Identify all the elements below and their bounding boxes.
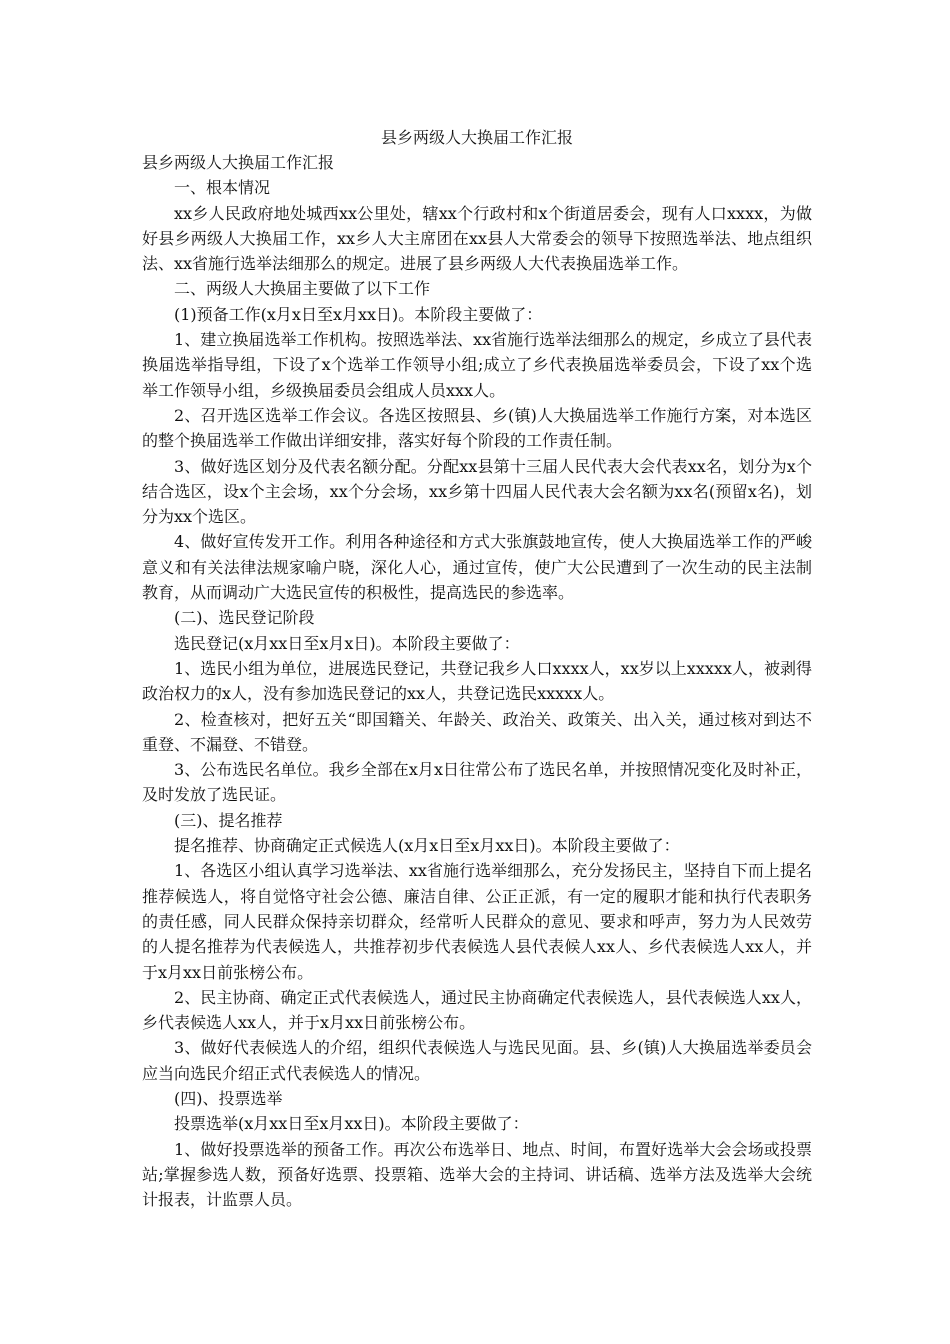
paragraph: 2、召开选区选举工作会议。各选区按照县、乡(镇)人大换届选举工作施行方案，对本选区的整个换届选举工作做出详细安排，落实好每个阶段的工作责任制。 bbox=[142, 405, 812, 451]
document-title: 县乡两级人大换届工作汇报 bbox=[380, 128, 573, 147]
paragraph: 2、检查核对，把好五关“即国籍关、年龄关、政治关、政策关、出入关，通过核对到达不重登、不漏登、不错登。 bbox=[142, 709, 812, 754]
paragraph: 1、做好投票选举的预备工作。再次公布选举日、地点、时间，布置好选举大会会场或投票站;掌握参选人数，预备好选票、投票箱、选举大会的主持词、讲话稿、选举方法及选举大会统计报表，计监票人员。 bbox=[142, 1139, 812, 1210]
paragraph: 2、民主协商、确定正式代表候选人，通过民主协商确定代表候选人，县代表候选人xx人，乡代表候选人xx人，并于x月xx日前张榜公布。 bbox=[142, 987, 812, 1033]
paragraph: 3、做好代表候选人的介绍，组织代表候选人与选民见面。县、乡(镇)人大换届选举委员会应当向选民介绍正式代表候选人的情况。 bbox=[142, 1038, 812, 1083]
paragraph: 4、做好宣传发开工作。利用各种途径和方式大张旗鼓地宣传，使人大换届选举工作的严峻意义和有关法律法规家喻户晓，深化人心，通过宣传，使广大公民遭到了一次生动的民主法制教育，从而调动广大选民宣传的积极性，提高选民的参选率。 bbox=[142, 532, 812, 603]
paragraph: 投票选举(x月xx日至x月xx日)。本阶段主要做了： bbox=[174, 1114, 529, 1134]
document-body bbox=[142, 150, 812, 1212]
paragraph: (二)、选民登记阶段 bbox=[174, 608, 315, 628]
paragraph: 二、两级人大换届主要做了以下工作 bbox=[174, 279, 431, 299]
paragraph: 1、选民小组为单位，进展选民登记，共登记我乡人口xxxx人，xx岁以上xxxxx人，被剥得政治权力的x人，没有参加选民登记的xx人，共登记选民xxxxx人。 bbox=[142, 658, 812, 704]
paragraph: 1、各选区小组认真学习选举法、xx省施行选举细那么，充分发扬民主，坚持自下而上提名推荐候选人，将自觉恪守社会公德、廉洁自律、公正正派，有一定的履职才能和执行代表职务的责任感，同人民群众保持亲切群众，经常听人民群众的意见、要求和呼声，努力为人民效劳的人提名推荐为代表候选人，共推荐初步代表候选人县代表候人xx人、乡代表候选人xx人，并于x月xx日前张榜公布。 bbox=[142, 861, 812, 982]
paragraph: 一、根本情况 bbox=[174, 178, 271, 198]
paragraph: xx乡人民政府地处城西xx公里处，辖xx个行政村和x个街道居委会，现有人口xxxx，为做好县乡两级人大换届工作，xx乡人大主席团在xx县人大常委会的领导下按照选举法、地点组织法、xx省施行选举法细那么的规定。进展了县乡两级人大代表换届选举工作。 bbox=[142, 203, 812, 274]
paragraph: 选民登记(x月xx日至x月x日)。本阶段主要做了： bbox=[174, 633, 520, 653]
paragraph: 3、公布选民名单位。我乡全部在x月x日往常公布了选民名单，并按照情况变化及时补正，及时发放了选民证。 bbox=[142, 760, 812, 805]
document-page bbox=[142, 126, 812, 1212]
paragraph: (四)、投票选举 bbox=[174, 1088, 283, 1108]
paragraph: (三)、提名推荐 bbox=[174, 810, 283, 830]
paragraph: 3、做好选区划分及代表名额分配。分配xx县第十三届人民代表大会代表xx名，划分为x个结合选区，设x个主会场，xx个分会场，xx乡第十四届人民代表大会名额为xx名(预留x名)，划分为xx个选区。 bbox=[142, 456, 812, 527]
paragraph: 县乡两级人大换届工作汇报 bbox=[142, 153, 335, 172]
paragraph: 1、建立换届选举工作机构。按照选举法、xx省施行选举法细那么的规定，乡成立了县代表换届选举指导组，下设了x个选举工作领导小组;成立了乡代表换届选举委员会，下设了xx个选举工作领导小组，乡级换届委员会组成人员xxx人。 bbox=[142, 330, 812, 400]
paragraph: (1)预备工作(x月x日至x月xx日)。本阶段主要做了： bbox=[174, 304, 543, 324]
paragraph: 提名推荐、协商确定正式候选人(x月x日至x月xx日)。本阶段主要做了： bbox=[174, 836, 680, 856]
